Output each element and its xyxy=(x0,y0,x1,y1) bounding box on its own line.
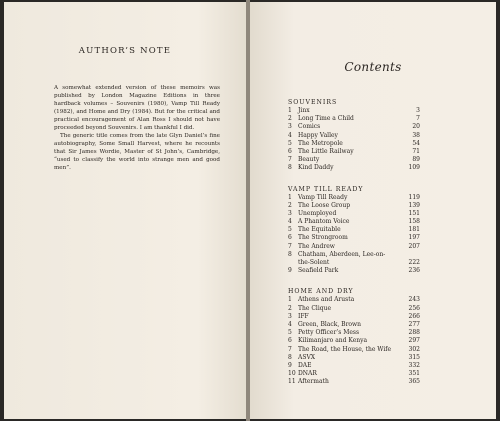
toc-entry xyxy=(288,226,420,234)
toc-entry-title: IFF xyxy=(298,312,309,320)
toc-entry-page: 181 xyxy=(408,226,420,234)
toc-entry-title: A Phantom Voice xyxy=(298,218,350,226)
toc-entry-title: The Little Railway xyxy=(298,147,354,155)
toc-entry xyxy=(288,194,420,202)
left-page xyxy=(4,2,246,419)
toc-entry-number: 10 xyxy=(288,370,296,378)
toc-entry xyxy=(288,329,420,337)
toc-entry-page: 297 xyxy=(408,337,420,345)
toc-entry-number: 7 xyxy=(288,156,292,164)
toc-entry xyxy=(288,148,420,156)
author-note-title: AUTHOR’S NOTE xyxy=(78,46,172,56)
toc-entry-title: DNAR xyxy=(298,370,317,378)
toc-entry-page: 332 xyxy=(408,361,420,369)
author-note-paragraph: The generic title comes from the late Glyn Daniel’s fine autobiography, Some Small Harvest, where he recounts that Sir James Wordie, Master of St John’s, Cambridge, “used to classify the world into strange men and good men”. xyxy=(54,133,220,171)
toc-entry-number: 9 xyxy=(288,361,292,369)
toc-entry-number: 4 xyxy=(288,320,292,328)
toc-entry-title: Petty Officer’s Mess xyxy=(298,329,360,337)
toc-entry-title: ASVX xyxy=(298,353,316,361)
toc-entry xyxy=(288,296,420,304)
toc-entry-page: 71 xyxy=(412,147,420,155)
toc-entry-title: Kind Daddy xyxy=(298,164,334,172)
toc-entry-title: Kilimanjaro and Kenya xyxy=(298,337,368,345)
toc-entry-title: the-Solent xyxy=(298,259,330,266)
toc-section-title: HOME AND DRY xyxy=(288,288,354,296)
toc-entry-page: 7 xyxy=(416,115,420,123)
toc-entry-title: Chatham, Aberdeen, Lee-on- xyxy=(298,250,386,258)
section-gap xyxy=(288,275,420,287)
toc-entry xyxy=(288,267,420,275)
contents-title: Contents xyxy=(344,60,402,74)
toc-entry-title: DAE xyxy=(298,361,312,369)
toc-entry-number: 5 xyxy=(288,329,292,337)
toc-entry xyxy=(288,337,420,345)
toc-entry-page: 54 xyxy=(412,139,420,147)
right-page xyxy=(250,2,496,419)
section-gap xyxy=(288,173,420,185)
toc-entry-page: 222 xyxy=(408,259,420,266)
toc-entry-page: 266 xyxy=(408,312,420,320)
toc-entry-page: 315 xyxy=(408,353,420,361)
toc-entry-number: 8 xyxy=(288,250,292,258)
toc-entry xyxy=(288,259,420,267)
toc-entry-number: 8 xyxy=(288,164,292,172)
toc-entry-page: 288 xyxy=(408,329,420,337)
toc-entry xyxy=(288,378,420,386)
toc-entry-title: The Road, the House, the Wife xyxy=(298,345,392,353)
toc-entry-page: 38 xyxy=(412,131,420,139)
toc-entry xyxy=(288,210,420,218)
toc-entry xyxy=(288,370,420,378)
toc-entry-page: 236 xyxy=(408,267,420,275)
toc-entry-number: 1 xyxy=(288,107,292,114)
toc-entry xyxy=(288,107,420,115)
toc-entry xyxy=(288,132,420,140)
toc-entry-title: Aftermath xyxy=(298,378,329,386)
toc-entry-title: Unemployed xyxy=(298,209,337,217)
toc-entry-page: 119 xyxy=(408,193,420,201)
toc-entry-title: Vamp Till Ready xyxy=(298,193,348,201)
toc-entry-number: 4 xyxy=(288,218,292,226)
toc-entry xyxy=(288,164,420,172)
table-of-contents xyxy=(288,98,420,386)
toc-entry-number: 2 xyxy=(288,304,292,312)
toc-entry xyxy=(288,346,420,354)
toc-entry-page: 3 xyxy=(416,107,420,114)
toc-entry-number: 7 xyxy=(288,345,292,353)
toc-entry-title: Happy Valley xyxy=(298,131,338,139)
toc-entry-number: 11 xyxy=(288,378,296,386)
toc-entry xyxy=(288,243,420,251)
toc-entry xyxy=(288,156,420,164)
toc-entry-number: 3 xyxy=(288,209,292,217)
toc-entry-number: 5 xyxy=(288,226,292,234)
toc-entry-number: 9 xyxy=(288,267,292,275)
toc-entry-page: 89 xyxy=(412,156,420,164)
toc-entry xyxy=(288,140,420,148)
toc-entry xyxy=(288,234,420,242)
toc-entry-page: 139 xyxy=(408,201,420,209)
toc-entry-title: Beauty xyxy=(298,156,320,164)
toc-entry-number: 3 xyxy=(288,312,292,320)
toc-entry-page: 158 xyxy=(408,218,420,226)
toc-entry xyxy=(288,305,420,313)
toc-entry-title: Seafield Park xyxy=(298,267,339,275)
toc-entry-number: 1 xyxy=(288,296,292,304)
toc-entry xyxy=(288,354,420,362)
toc-entry-number: 6 xyxy=(288,147,292,155)
toc-entry-number: 3 xyxy=(288,123,292,131)
toc-entry-title: The Strongroom xyxy=(298,234,348,242)
toc-entry-number: 4 xyxy=(288,131,292,139)
toc-entry-page: 256 xyxy=(408,304,420,312)
toc-entry-page: 20 xyxy=(412,123,420,131)
toc-entry xyxy=(288,251,420,259)
toc-entry xyxy=(288,115,420,123)
toc-section-title: SOUVENIRS xyxy=(288,99,338,106)
toc-entry xyxy=(288,321,420,329)
toc-entry-page: 151 xyxy=(408,209,420,217)
toc-entry xyxy=(288,218,420,226)
toc-entry xyxy=(288,313,420,321)
toc-entry-number: 2 xyxy=(288,201,292,209)
toc-entry-title: Jinx xyxy=(298,107,310,114)
toc-entry-page: 243 xyxy=(408,296,420,304)
author-note-body xyxy=(54,84,220,172)
toc-entry xyxy=(288,123,420,131)
toc-entry-title: The Metropole xyxy=(298,139,343,147)
toc-entry-page: 207 xyxy=(408,242,420,250)
toc-entry-number: 2 xyxy=(288,115,292,123)
toc-entry-number: 8 xyxy=(288,353,292,361)
toc-entry-title: The Andrew xyxy=(298,242,335,250)
toc-entry-page: 365 xyxy=(408,378,420,386)
toc-entry-page: 197 xyxy=(408,234,420,242)
toc-entry-page: 109 xyxy=(408,164,420,172)
toc-entry-title: The Clique xyxy=(298,304,332,312)
toc-entry-page: 277 xyxy=(408,320,420,328)
toc-entry-title: The Loose Group xyxy=(298,201,351,209)
toc-entry-page: 351 xyxy=(408,370,420,378)
toc-entry-title: Long Time a Child xyxy=(298,115,354,123)
toc-entry-title: Comics xyxy=(298,123,321,131)
toc-section-title: VAMP TILL READY xyxy=(288,185,364,193)
toc-entry-number: 6 xyxy=(288,337,292,345)
author-note-paragraph: A somewhat extended version of these memoirs was published by London Magazine Editions in three hardback volumes – Souvenirs (1980), Vamp Till Ready (1982), and Home and Dry (1984). But for the critical and practical encouragement of Alan Ross I should not have proceeded beyond Souvenirs. I am thankful I did. xyxy=(54,85,220,131)
toc-entry-number: 1 xyxy=(288,193,292,201)
toc-entry-page: 302 xyxy=(408,345,420,353)
toc-entry-number: 6 xyxy=(288,234,292,242)
toc-entry xyxy=(288,202,420,210)
toc-entry-title: The Equitable xyxy=(298,226,341,234)
toc-entry xyxy=(288,362,420,370)
toc-entry-title: Athens and Arusta xyxy=(298,296,355,304)
toc-entry-number: 7 xyxy=(288,242,292,250)
toc-entry-number: 5 xyxy=(288,139,292,147)
toc-entry-title: Green, Black, Brown xyxy=(298,320,362,328)
